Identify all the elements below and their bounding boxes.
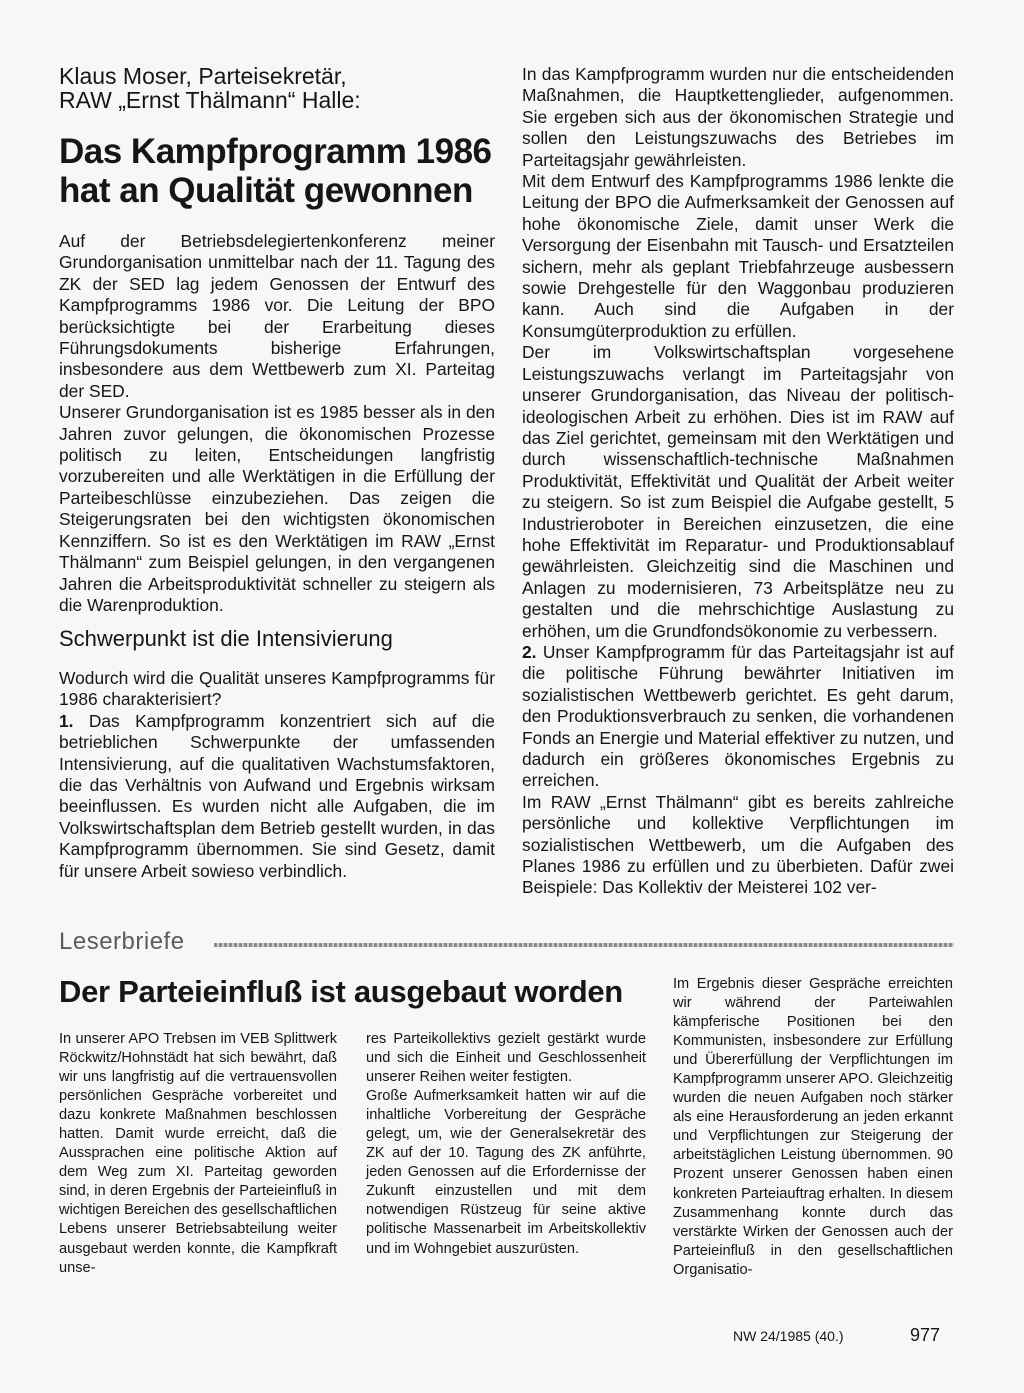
issue-reference: NW 24/1985 (40.): [733, 1328, 844, 1344]
headline-line-2: hat an Qualität gewonnen: [59, 171, 473, 210]
article-subheading: Schwerpunkt ist die Intensivierung: [59, 626, 393, 651]
article-paragraph: Unserer Grundorganisation ist es 1985 besser als in den Jahren zuvor gelungen, die ökonomischen Prozesse politisch zu leiten, Entscheidungen langfristig vorzubereiten und alle Werktätigen in die Erfüllung der Parteibeschlüsse einzubeziehen. Das zeigen die Steigerungsraten bei den wichtigsten ökonomischen Kennziffern. So ist es den Werktätigen im RAW „Ernst Thälmann“ zum Beispiel gelungen, in den vergangenen Jahren die Arbeitsproduktivität schneller zu steigern als die Warenproduktion.: [59, 402, 495, 615]
article-point-1: [59, 711, 495, 882]
section-divider: [214, 943, 954, 947]
article-paragraph: Mit dem Entwurf des Kampfprogramms 1986 lenkte die Leitung der BPO die Aufmerksamkeit der Genossen auf hohe ökonomische Ziele, damit unser Werk die Versorgung der Eisenbahn mit Tausch- und Ersatzteilen sichern, mehr als geplant Triebfahrzeuge ausbessern sowie Drehgestelle für den Waggonbau produzieren kann. Auch sind die Aufgaben in der Konsumgüterproduktion zu erfüllen.: [522, 171, 954, 341]
author-affiliation: RAW „Ernst Thälmann“ Halle:: [59, 87, 361, 113]
letter-column-3: [673, 975, 953, 1280]
letters-headline: Der Parteieinfluß ist ausgebaut worden: [59, 974, 623, 1009]
article-paragraph: Im RAW „Ernst Thälmann“ gibt es bereits zahlreiche persönliche und kollektive Verpflichtungen im sozialistischen Wettbewerb, um die Aufgaben des Planes 1986 zu erfüllen und zu überbieten. Dafür zwei Beispiele: Das Kollektiv der Meisterei 102 ver-: [522, 791, 954, 898]
point-text: Das Kampfprogramm konzentriert sich auf die betrieblichen Schwerpunkte der umfassenden Intensivierung, auf die qualitativen Wachstumsfaktoren, die das Verhältnis von Aufwand und Ergebnis wirksam beeinflussen. Es wurden nicht alle Aufgaben, die im Volkswirtschaftsplan dem Betrieb gestellt wurden, in das Kampfprogramm übernommen. Sie sind Gesetz, damit für unsere Arbeit sowieso verbindlich.: [59, 710, 495, 881]
article-paragraph: In das Kampfprogramm wurden nur die entscheidenden Maßnahmen, die Hauptkettenglieder, aufgenommen. Sie ergeben sich aus der ökonomischen Strategie und sollen den Leistungszuwachs des Betriebes im Parteitagsjahr gewährleisten.: [522, 64, 954, 170]
page-number: 977: [910, 1325, 941, 1345]
article-point-2: [522, 642, 954, 792]
article-left-column: [59, 231, 495, 616]
headline-line-1: Das Kampfprogramm 1986: [59, 132, 492, 171]
article-question: Wodurch wird die Qualität unseres Kampfprogramms für 1986 charakterisiert?: [59, 668, 495, 710]
article-left-column-lower: [59, 668, 495, 882]
letter-column-2: [366, 1030, 646, 1259]
article-paragraph: Der im Volkswirtschaftsplan vorgesehene Leistungszuwachs verlangt im Parteitagsjahr von unserer Grundorganisation, das Niveau der politisch-ideologischen Arbeit zu erhöhen. Dies ist im RAW auf das Ziel gerichtet, gemeinsam mit den Werktätigen und durch wissenschaftlich-technische Maßnahmen Produktivität, Effektivität und Qualität der Arbeit weiter zu steigern. So ist zum Beispiel die Aufgabe gestellt, 5 Industrieroboter in Bereichen einzusetzen, die eine hohe Effektivität im Reparatur- und Produktionsablauf gewährleisten. Gleichzeitig sind die Maschinen und Anlagen zu modernisieren, 73 Arbeitsplätze neu zu gestalten und die mehrschichtige Auslastung zu erhöhen, um die Grundfondsökonomie zu verbessern.: [522, 342, 954, 641]
letter-paragraph: Im Ergebnis dieser Gespräche erreichten wir während der Parteiwahlen kämpferische Positionen bei den Kommunisten, insbesondere zur Erfüllung und Übererfüllung der Verpflichtungen im Kampfprogramm unserer APO. Gleichzeitig wurden die neuen Aufgaben noch stärker als eine Herausforderung an jeden erkannt und Verpflichtungen zur Steigerung der arbeitstäglichen Leistung übernommen. 90 Prozent unserer Genossen haben einen konkreten Parteiauftrag erhalten. In diesem Zusammenhang konnte durch das verstärkte Wirken der Genossen auch der Parteieinfluß in den gesellschaftlichen Organisatio-: [673, 976, 953, 1278]
point-number: 2.: [522, 641, 537, 662]
point-text: Unser Kampfprogramm für das Parteitagsjahr ist auf die politische Führung bewährter Initiativen im sozialistischen Wettbewerb gerichtet. Es geht darum, den Produktionsverbrauch zu senken, die vorhandenen Fonds an Energie und Material effektiver zu nutzen, und dadurch ein größeres ökonomisches Ergebnis zu erreichen.: [522, 641, 954, 791]
letter-column-1: [59, 1030, 337, 1278]
article-headline: [59, 132, 509, 210]
article-right-column: [522, 64, 954, 899]
letter-paragraph: Große Aufmerksamkeit hatten wir auf die inhaltliche Vorbereitung der Gespräche gelegt, um, wie der Generalsekretär des ZK auf der 10. Tagung des ZK anführte, jeden Genossen auf die Erfordernisse der Zukunft einzustellen und mit dem notwendigen Rüstzeug für seine aktive politische Massenarbeit im Arbeitskollektiv und im Wohngebiet auszurüsten.: [366, 1088, 646, 1257]
article-author-block: [59, 64, 499, 112]
point-number: 1.: [59, 710, 74, 731]
article-paragraph: Auf der Betriebsdelegiertenkonferenz meiner Grundorganisation unmittelbar nach der 11. Tagung des ZK der SED lag jedem Genossen der Entwurf des Kampfprogramms 1986 vor. Die Leitung der BPO berücksichtigte bei der Erarbeitung dieses Führungsdokuments bisherige Erfahrungen, insbesondere aus dem Wettbewerb zum XI. Parteitag der SED.: [59, 231, 495, 401]
letter-paragraph: res Parteikollektivs gezielt gestärkt wurde und sich die Einheit und Geschlossenheit unserer Reihen weiter festigten.: [366, 1031, 646, 1086]
section-label-leserbriefe: Leserbriefe: [59, 928, 185, 955]
author-name: Klaus Moser, Parteisekretär,: [59, 63, 347, 89]
letter-paragraph: In unserer APO Trebsen im VEB Splittwerk Röckwitz/Hohnstädt hat sich bewährt, daß wir uns langfristig auf die vertrauensvollen persönlichen Gespräche vorbereitet und dazu konkrete Maßnahmen beschlossen hatten. Damit wurde erreicht, daß die Aussprachen eine politische Aktion auf dem Weg zum XI. Parteitag geworden sind, in deren Ergebnis der Parteieinfluß in wichtigen Bereichen des gesellschaftlichen Lebens unserer Betriebsabteilung weiter ausgebaut werden konnte, die Kampfkraft unse-: [59, 1031, 337, 1276]
